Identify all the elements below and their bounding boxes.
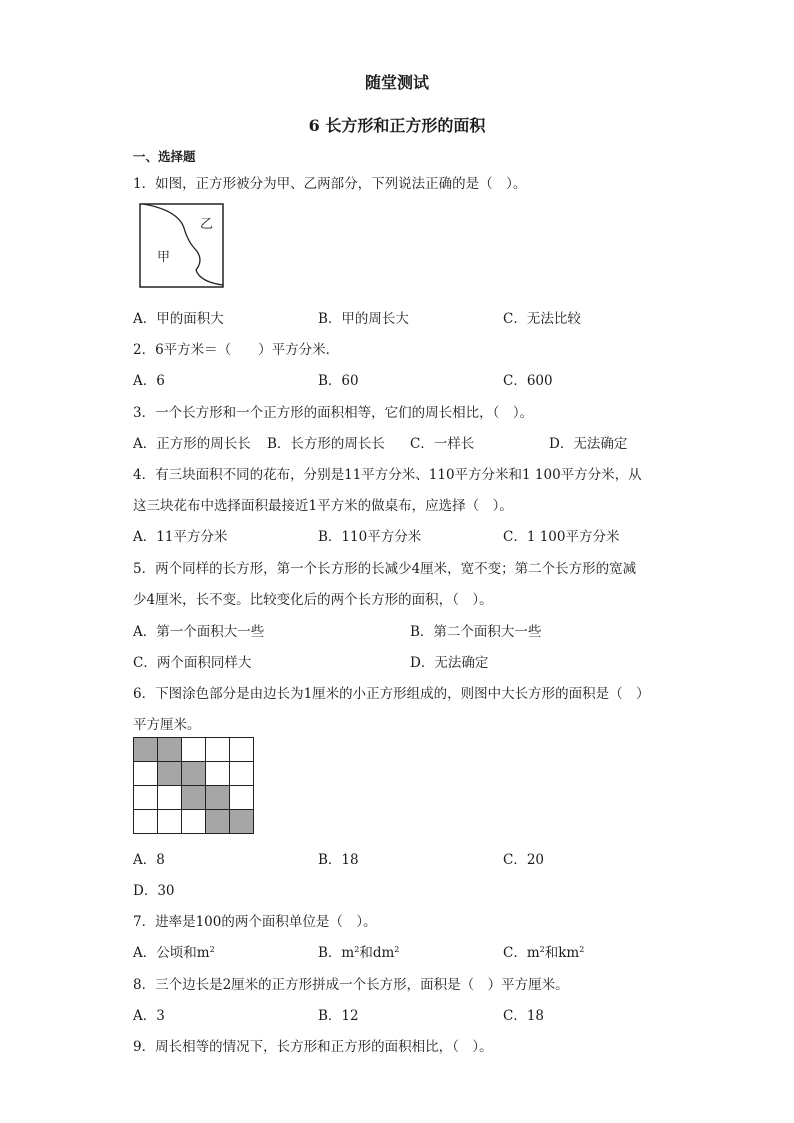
grid-cell [206, 762, 230, 786]
question-1-figure [138, 202, 226, 290]
option-4c[interactable]: C．1 100平方分米 [503, 529, 620, 545]
grid-cell [158, 786, 182, 810]
grid-cell [206, 786, 230, 810]
option-4a[interactable]: A．11平方分米 [133, 529, 228, 545]
grid-cell [182, 738, 206, 762]
option-2a[interactable]: A．6 [133, 373, 165, 389]
lesson-title: 6 长方形和正方形的面积 [308, 116, 486, 135]
option-3d[interactable]: D．无法确定 [549, 436, 628, 452]
option-6a[interactable]: A．8 [133, 852, 165, 868]
page-title: 随堂测试 [364, 73, 429, 92]
question-7-stem: 7．进率是100的两个面积单位是（ ）。 [133, 914, 377, 930]
grid-cell [158, 762, 182, 786]
option-4b[interactable]: B．110平方分米 [318, 529, 422, 545]
option-5a[interactable]: A．第一个面积大一些 [133, 624, 265, 640]
option-5b[interactable]: B．第二个面积大一些 [410, 624, 542, 640]
question-6-stem-line2: 平方厘米。 [133, 717, 201, 733]
option-2c[interactable]: C．600 [503, 373, 553, 389]
question-9-stem: 9．周长相等的情况下，长方形和正方形的面积相比，（ ）。 [133, 1039, 493, 1055]
grid-cell [134, 810, 158, 834]
option-1a[interactable]: A．甲的面积大 [133, 311, 224, 327]
option-1c[interactable]: C．无法比较 [503, 311, 581, 327]
question-8-stem: 8．三个边长是2厘米的正方形拼成一个长方形，面积是（ ）平方厘米。 [133, 977, 569, 993]
grid-cell [134, 738, 158, 762]
option-8b[interactable]: B．12 [318, 1008, 359, 1024]
figure-label-jia: 甲 [157, 250, 171, 265]
grid-cell [230, 762, 254, 786]
option-8c[interactable]: C．18 [503, 1008, 545, 1024]
question-3-stem: 3．一个长方形和一个正方形的面积相等，它们的周长相比，（ ）。 [133, 405, 534, 421]
option-2b[interactable]: B．60 [318, 373, 359, 389]
grid-cell [230, 738, 254, 762]
option-7a[interactable]: A．公顷和$m^2$ [133, 945, 215, 961]
option-6c[interactable]: C．20 [503, 852, 545, 868]
grid-cell [182, 762, 206, 786]
question-5-stem-line2: 少4厘米，长不变。比较变化后的两个长方形的面积，（ ）。 [133, 592, 493, 608]
grid-cell [206, 810, 230, 834]
grid-cell [230, 810, 254, 834]
option-6b[interactable]: B．18 [318, 852, 359, 868]
question-1-stem: 1．如图，正方形被分为甲、乙两部分，下列说法正确的是（ ）。 [133, 176, 527, 192]
figure-label-yi: 乙 [200, 217, 214, 232]
grid-cell [182, 810, 206, 834]
option-3a[interactable]: A．正方形的周长长 [133, 436, 251, 452]
grid-cell [134, 762, 158, 786]
option-5d[interactable]: D．无法确定 [410, 655, 489, 671]
question-4-stem-line1: 4．有三块面积不同的花布，分别是11平方分米、110平方分米和1 100平方分米，从 [133, 467, 642, 483]
option-5c[interactable]: C．两个面积同样大 [133, 655, 252, 671]
option-3c[interactable]: C．一样长 [410, 436, 475, 452]
section-heading: 一、选择题 [133, 149, 196, 164]
option-7b[interactable]: B．$m^2$和$dm^2$ [318, 945, 400, 961]
option-1b[interactable]: B．甲的周长大 [318, 311, 409, 327]
grid-cell [182, 786, 206, 810]
option-3b[interactable]: B．长方形的周长长 [267, 436, 385, 452]
question-2-stem: 2．6平方米＝（ ）平方分米． [133, 342, 340, 358]
option-8a[interactable]: A．3 [133, 1008, 165, 1024]
question-6-stem-line1: 6．下图涂色部分是由边长为1厘米的小正方形组成的，则图中大长方形的面积是（ ） [133, 686, 650, 702]
grid-cell [230, 786, 254, 810]
grid-cell [158, 738, 182, 762]
grid-cell [158, 810, 182, 834]
grid-cell [206, 738, 230, 762]
option-7c[interactable]: C．$m^2$和$km^2$ [503, 945, 585, 961]
question-5-stem-line1: 5．两个同样的长方形，第一个长方形的长减少4厘米，宽不变；第二个长方形的宽减 [133, 561, 637, 577]
question-6-grid [133, 737, 254, 834]
grid-cell [134, 786, 158, 810]
question-4-stem-line2: 这三块花布中选择面积最接近1平方米的做桌布，应选择（ ）。 [133, 498, 513, 514]
option-6d[interactable]: D．30 [133, 883, 175, 899]
